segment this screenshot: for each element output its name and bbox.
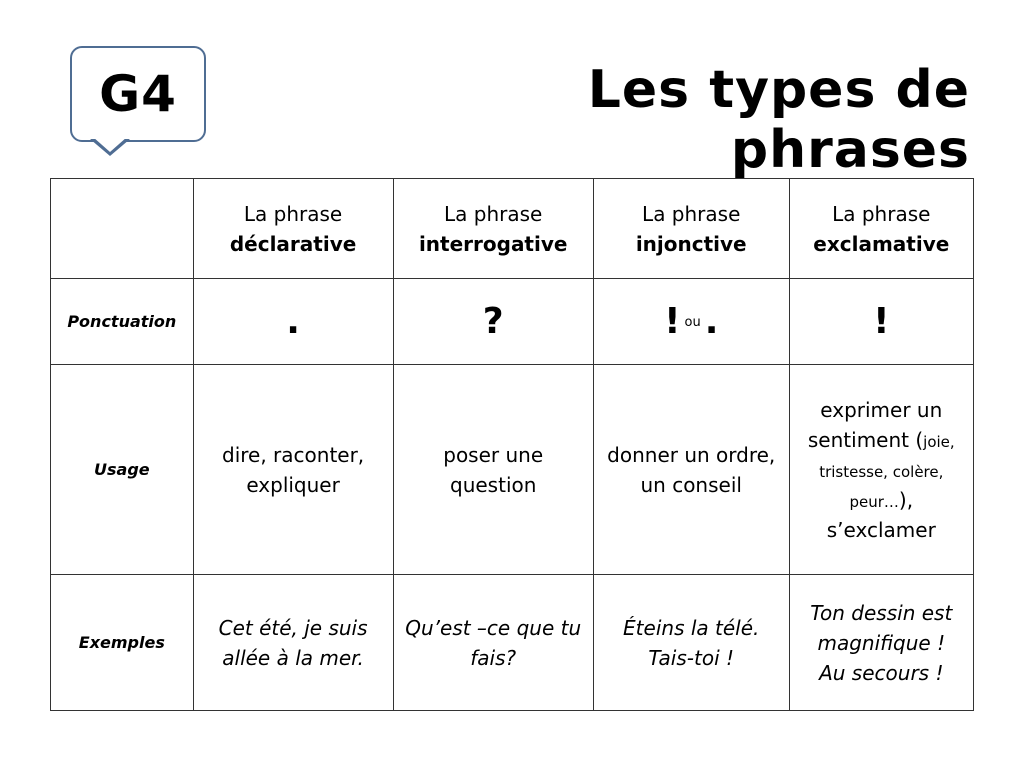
usage-injonctive: donner un ordre, un conseil [593, 365, 789, 575]
header-type: déclarative [229, 231, 357, 256]
header-interrogative [393, 179, 593, 279]
punct-declarative: . [193, 279, 393, 365]
ponctuation-row [51, 279, 974, 365]
example-interrogative: Qu’est –ce que tu fais? [393, 575, 593, 711]
header-exclamative [789, 179, 973, 279]
header-type: injonctive [635, 231, 747, 256]
lesson-code-badge [70, 46, 206, 142]
punct-or: ou [684, 314, 701, 330]
row-header-ponctuation: Ponctuation [51, 279, 194, 365]
usage-exclamative-close: ), [898, 487, 914, 512]
punct-period: . [704, 300, 719, 342]
page-title: Les types de phrases [587, 60, 970, 180]
punct-interrogative: ? [393, 279, 593, 365]
header-injonctive [593, 179, 789, 279]
row-header-usage: Usage [51, 365, 194, 575]
example-line: Au secours ! [819, 660, 944, 685]
header-label: La phrase [243, 201, 343, 226]
header-label: La phrase [832, 201, 931, 226]
usage-row [51, 365, 974, 575]
speech-bubble-tail-inner [93, 137, 127, 152]
header-declarative [193, 179, 393, 279]
header-row [51, 179, 974, 279]
example-exclamative [789, 575, 973, 711]
exemples-row [51, 575, 974, 711]
punct-exclamation: ! [664, 300, 681, 342]
example-line: Éteins la télé. [623, 615, 760, 640]
usage-exclamative-text: exprimer un sentiment ( [807, 397, 943, 452]
punct-exclamative: ! [789, 279, 973, 365]
example-line: Ton dessin est magnifique ! [810, 600, 953, 655]
header-label: La phrase [642, 201, 741, 226]
header-type: exclamative [813, 231, 950, 256]
header-type: interrogative [418, 231, 568, 256]
sentence-types-table [50, 178, 974, 711]
corner-cell [51, 179, 194, 279]
usage-declarative: dire, raconter, expliquer [193, 365, 393, 575]
usage-exclamative-extra: s’exclamer [826, 517, 936, 542]
lesson-code: G4 [99, 65, 177, 123]
usage-exclamative-examples: joie, tristesse, colère, peur… [819, 432, 955, 511]
usage-interrogative: poser une question [393, 365, 593, 575]
punct-injonctive [593, 279, 789, 365]
example-declarative: Cet été, je suis allée à la mer. [193, 575, 393, 711]
example-injonctive [593, 575, 789, 711]
usage-exclamative [789, 365, 973, 575]
header-label: La phrase [444, 201, 543, 226]
row-header-exemples: Exemples [51, 575, 194, 711]
example-line: Tais-toi ! [648, 645, 734, 670]
